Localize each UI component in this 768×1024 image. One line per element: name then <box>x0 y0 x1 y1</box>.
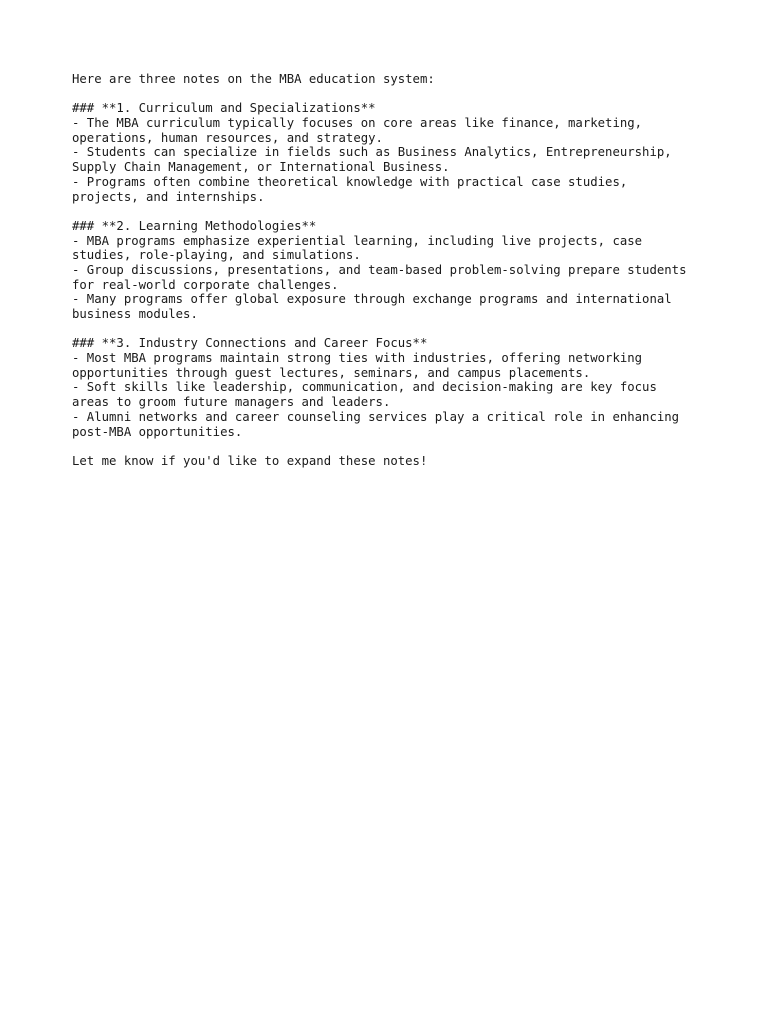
section-heading: ### **2. Learning Methodologies** <box>72 218 317 233</box>
section-line: operations, human resources, and strategy. <box>72 130 383 145</box>
spacer <box>72 439 712 454</box>
intro-text: Here are three notes on the MBA education system: <box>72 72 435 86</box>
section-line: - Many programs offer global exposure through exchange programs and international <box>72 292 672 307</box>
document-page <box>72 72 712 469</box>
section-learning <box>72 219 712 322</box>
section-line: - The MBA curriculum typically focuses on core areas like finance, marketing, <box>72 116 643 131</box>
section-line: - Programs often combine theoretical knowledge with practical case studies, <box>72 174 628 189</box>
spacer <box>72 322 712 337</box>
section-line: projects, and internships. <box>72 189 265 204</box>
section-industry <box>72 336 712 439</box>
section-line: areas to groom future managers and leaders. <box>72 395 391 410</box>
section-line: - Soft skills like leadership, communication, and decision-making are key focus <box>72 380 657 395</box>
section-line: - MBA programs emphasize experiential learning, including live projects, case <box>72 233 643 248</box>
section-line: - Students can specialize in fields such as Business Analytics, Entrepreneurship, <box>72 145 672 160</box>
section-line: opportunities through guest lectures, seminars, and campus placements. <box>72 365 591 380</box>
section-heading: ### **1. Curriculum and Specializations** <box>72 101 376 116</box>
section-line: - Alumni networks and career counseling services play a critical role in enhancing <box>72 409 680 424</box>
section-line: studies, role-playing, and simulations. <box>72 248 361 263</box>
section-heading: ### **3. Industry Connections and Career Focus** <box>72 336 428 351</box>
closing-text: Let me know if you'd like to expand these notes! <box>72 453 428 468</box>
section-curriculum <box>72 101 712 204</box>
spacer <box>72 204 712 219</box>
section-line: post-MBA opportunities. <box>72 424 243 439</box>
section-line: - Most MBA programs maintain strong ties with industries, offering networking <box>72 351 643 366</box>
spacer <box>72 87 712 102</box>
section-line: - Group discussions, presentations, and team-based problem-solving prepare students <box>72 262 687 277</box>
section-line: for real-world corporate challenges. <box>72 277 339 292</box>
section-line: Supply Chain Management, or International Business. <box>72 160 450 175</box>
section-line: business modules. <box>72 307 198 321</box>
